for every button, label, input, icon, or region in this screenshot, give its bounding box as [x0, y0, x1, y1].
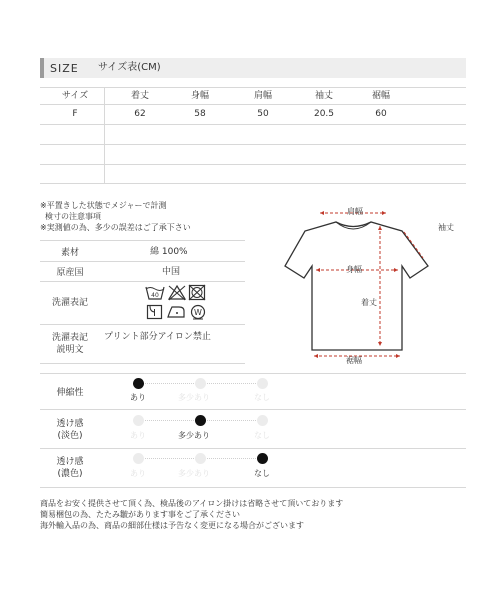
wash-note-label-2: 説明文: [56, 345, 84, 355]
wash-note-label-1: 洗濯表記: [51, 333, 88, 343]
sheer-dark-dot-1: [133, 453, 144, 464]
header-accent: [40, 58, 44, 78]
origin-label: 原産国: [56, 268, 84, 278]
sleeve-measure-line: [404, 232, 423, 258]
stretch-option-1: あり: [130, 393, 146, 402]
size-label: SIZE: [50, 62, 79, 75]
cell-hem: 60: [375, 109, 387, 119]
cell-size-f: F: [72, 109, 78, 119]
sheer-light-dot-3: [257, 415, 268, 426]
wash-40-icon: [145, 284, 165, 301]
cell-shoulder: 50: [257, 109, 269, 119]
sheer-dark-dot-2: [195, 453, 206, 464]
sheer-dark-label-1: 透け感: [56, 457, 84, 467]
wash-label: 洗濯表記: [51, 298, 88, 308]
sheer-light-option-1: あり: [130, 431, 146, 440]
origin-value: 中国: [162, 267, 181, 277]
material-label: 素材: [60, 248, 79, 258]
col-shoulder: 肩幅: [253, 91, 272, 101]
col-body-width: 身幅: [190, 91, 209, 101]
diagram-hem-label: 裾幅: [346, 356, 362, 365]
col-size: サイズ: [61, 91, 89, 101]
sheer-dark-option-1: あり: [130, 469, 146, 478]
stretch-dot-selected: [133, 378, 144, 389]
footer-note-1: 商品をお安く提供させて頂く為、検品後のアイロン掛けは省略させて頂いております: [40, 499, 344, 508]
cell-length: 62: [134, 109, 146, 119]
svg-text:40: 40: [151, 292, 159, 299]
size-table-title: サイズ表(CM): [98, 62, 161, 73]
svg-text:W: W: [194, 308, 202, 317]
iron-low-icon: [166, 305, 186, 319]
line-dry-icon: [146, 304, 163, 320]
wash-note-value: プリント部分アイロン禁止: [104, 332, 211, 342]
stretch-dot-2: [195, 378, 206, 389]
stretch-dot-3: [257, 378, 268, 389]
footer-note-2: 簡易梱包の為、たたみ皺があります事をご了承ください: [40, 510, 240, 519]
diagram-sleeve-label: 袖丈: [438, 223, 454, 232]
diagram-body-width-label: 身幅: [346, 265, 362, 274]
collar: [336, 222, 371, 229]
sheer-dark-option-3: なし: [254, 469, 270, 478]
stretch-option-3: なし: [254, 393, 270, 402]
note-measure: ※平置きした状態でメジャーで計測: [40, 201, 167, 210]
sheer-light-dot-selected: [195, 415, 206, 426]
note-tolerance: ※実測値の為、多少の誤差はご了承下さい: [40, 223, 191, 232]
dry-clean-w-icon: [190, 304, 206, 320]
sheer-light-option-2: 多少あり: [178, 431, 210, 440]
material-value: 綿 100%: [150, 247, 188, 257]
sheer-dark-option-2: 多少あり: [178, 469, 210, 478]
no-tumble-dry-icon: [188, 284, 206, 301]
diagram-shoulder-label: 肩幅: [347, 207, 363, 216]
sheer-dark-dot-selected: [257, 453, 268, 464]
cell-sleeve: 20.5: [313, 109, 335, 119]
diagram-length-label: 着丈: [361, 298, 377, 307]
sheer-light-option-3: なし: [254, 431, 270, 440]
cell-body-width: 58: [194, 109, 206, 119]
col-length: 着丈: [130, 91, 149, 101]
sheer-light-label-1: 透け感: [56, 419, 84, 429]
no-bleach-icon: [168, 284, 186, 301]
stretch-label: 伸縮性: [56, 388, 84, 398]
sheer-dark-label-2: (濃色): [57, 469, 83, 479]
footer-note-3: 海外輸入品の為、商品の細部仕様は予告なく変更になる場合がございます: [40, 521, 304, 530]
size-header-bar: [40, 58, 466, 78]
stretch-option-2: 多少あり: [178, 393, 210, 402]
sheer-light-label-2: (淡色): [57, 431, 83, 441]
col-hem: 裾幅: [371, 91, 390, 101]
col-sleeve: 袖丈: [314, 91, 333, 101]
tshirt-outline: [285, 222, 428, 350]
sheer-light-dot-1: [133, 415, 144, 426]
note-title: 検寸の注意事項: [45, 212, 101, 221]
